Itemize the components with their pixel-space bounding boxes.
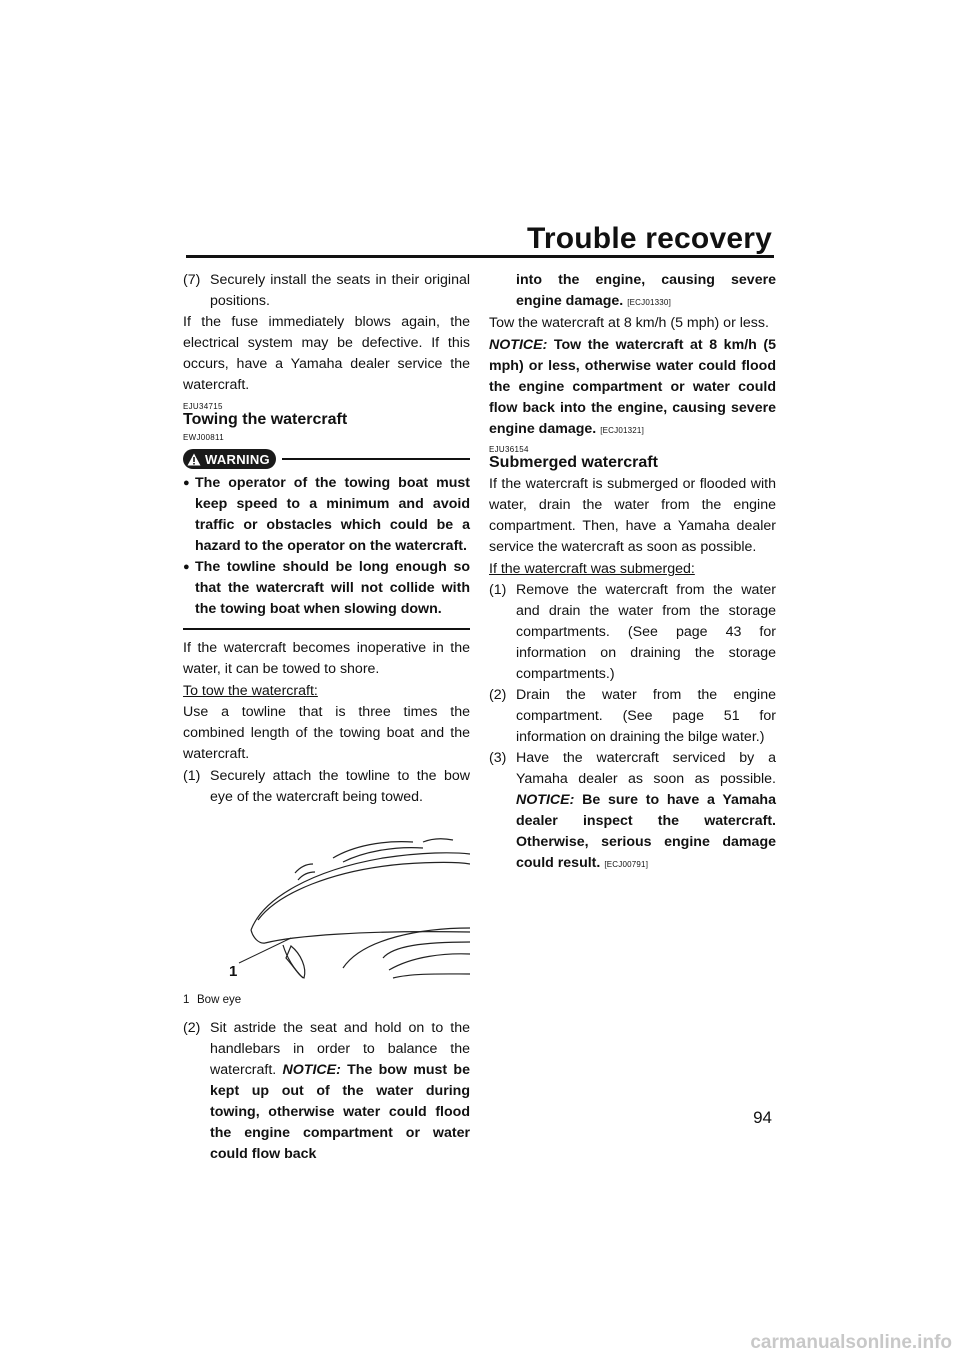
warning-item <box>183 473 470 557</box>
warning-text: The operator of the towing boat must keep speed to a minimum and avoid traffic or obstacles which could be a hazard to the operator on the watercraft. <box>195 475 470 554</box>
warning-item <box>183 557 470 620</box>
step-number: (3) <box>489 750 507 766</box>
step-2 <box>489 685 776 748</box>
notice-text-continued: into the engine, causing severe engine damage. <box>516 272 776 309</box>
figure-callout-1: 1 <box>229 963 238 980</box>
warning-badge <box>183 449 276 469</box>
step-number: (2) <box>489 687 507 703</box>
step-text: Have the watercraft serviced by a Yamaha dealer as soon as possible. <box>516 750 776 787</box>
warning-text: The towline should be long enough so that the watercraft will not collide with the towing boat when slowing down. <box>195 559 470 617</box>
section-code: EJU34715 <box>183 402 223 411</box>
paragraph-speed: Tow the watercraft at 8 km/h (5 mph) or less. <box>489 315 769 331</box>
step-7 <box>183 270 470 312</box>
subheading-submerged: If the watercraft was submerged: <box>489 561 695 577</box>
step-text: Securely install the seats in their original positions. <box>210 272 470 309</box>
step-1 <box>183 766 470 808</box>
watercraft-bow-illustration <box>183 818 470 988</box>
notice-text: Be sure to have a Yamaha dealer inspect the watercraft. Otherwise, serious engine damage could result. <box>516 792 776 871</box>
warning-box <box>183 442 470 630</box>
left-column <box>183 270 470 1165</box>
right-column <box>489 270 776 875</box>
section-heading-towing: Towing the watercraft <box>183 411 348 428</box>
step-text: Drain the water from the engine compartment. (See page 51 for information on draining the bilge water.) <box>516 687 776 745</box>
paragraph-fuse: If the fuse immediately blows again, the electrical system may be defective. If this occurs, have a Yamaha dealer service the watercraft. <box>183 314 470 393</box>
step-2 <box>183 1018 470 1165</box>
notice-label: NOTICE: <box>489 337 548 353</box>
page-title: Trouble recovery <box>527 222 772 255</box>
step-2-continued <box>489 270 776 313</box>
page-number: 94 <box>753 1108 772 1127</box>
paragraph-inoperative: If the watercraft becomes inoperative in the water, it can be towed to shore. <box>183 640 470 677</box>
warning-code: EWJ00811 <box>183 433 224 442</box>
bullet-icon: ● <box>183 477 190 489</box>
warning-top-rule <box>282 458 470 460</box>
notice-label: NOTICE: <box>516 792 575 808</box>
step-number: (2) <box>183 1020 201 1036</box>
section-code: EJU36154 <box>489 445 529 454</box>
notice-code: [ECJ01321] <box>600 426 644 435</box>
notice-text: Tow the watercraft at 8 km/h (5 mph) or less, otherwise water could flood the engine compartment or water could flow back into the engine, causing severe engine damage. <box>489 337 776 437</box>
step-3 <box>489 748 776 875</box>
notice-code: [ECJ01330] <box>627 298 671 307</box>
step-text: Remove the watercraft from the water and drain the water from the storage compartments. (See page 43 for information on draining the storage compartments.) <box>516 582 776 682</box>
caption-text: Bow eye <box>197 994 242 1006</box>
step-number: (1) <box>489 582 507 598</box>
bullet-icon: ● <box>183 561 190 573</box>
notice-code: [ECJ00791] <box>604 860 649 869</box>
section-heading-submerged: Submerged watercraft <box>489 454 658 471</box>
notice-text: The bow must be kept up out of the water during towing, otherwise water could flood the engine compartment or water could flow back <box>210 1062 470 1162</box>
subheading-tow: To tow the watercraft: <box>183 683 318 699</box>
paragraph-submerged: If the watercraft is submerged or flooded with water, drain the water from the engine compartment. Then, have a Yamaha dealer service the watercraft as soon as possible. <box>489 476 776 555</box>
header-rule <box>186 255 774 258</box>
step-number: (1) <box>183 768 201 784</box>
watermark: carmanualsonline.info <box>750 1332 952 1353</box>
paragraph-towline: Use a towline that is three times the combined length of the towing boat and the watercraft. <box>183 704 470 762</box>
step-1 <box>489 580 776 685</box>
caption-number: 1 <box>183 994 190 1006</box>
bow-eye-figure <box>183 818 470 988</box>
step-number: (7) <box>183 272 201 288</box>
notice-label: NOTICE: <box>282 1062 341 1078</box>
notice-paragraph <box>489 335 776 441</box>
step-text: Securely attach the towline to the bow eye of the watercraft being towed. <box>210 768 470 805</box>
step-text: Sit astride the seat and hold on to the handlebars in order to balance the watercraft. <box>210 1020 470 1078</box>
figure-caption <box>183 990 470 1011</box>
warning-label: WARNING <box>205 451 270 467</box>
warning-triangle-icon <box>187 453 201 466</box>
